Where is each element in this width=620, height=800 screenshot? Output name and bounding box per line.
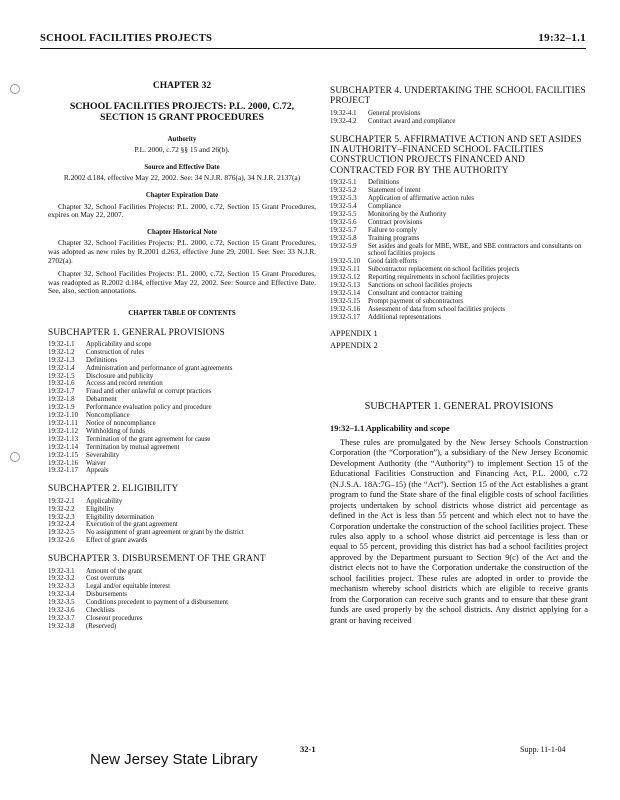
toc-entry-title: Eligibility (86, 505, 114, 513)
toc-entry-title: (Reserved) (86, 622, 117, 630)
toc-entry (330, 227, 588, 235)
toc-entry-number: 19:32-5.5 (330, 210, 357, 218)
toc-entry-title: Effect of grant awards (86, 537, 148, 545)
toc-entry-title: Cost overruns (86, 575, 125, 583)
toc-entry-title: Notice of noncompliance (86, 419, 156, 427)
toc-entry-title: Execution of the grant agreement (86, 521, 178, 529)
appendix-item: APPENDIX 2 (330, 341, 378, 351)
toc-entry-title: Additional representations (368, 313, 441, 321)
toc-entry-title: Waiver (86, 459, 106, 467)
toc-entry-number: 19:32-2.2 (48, 505, 75, 513)
toc-entry-title: Termination of the grant agreement for cause (86, 435, 211, 443)
appendix-item: APPENDIX 1 (330, 328, 378, 338)
expiration-heading: Chapter Expiration Date (145, 191, 219, 199)
toc-entry (48, 380, 316, 388)
toc-entry-title: Withholding of funds (86, 427, 146, 435)
toc-entry-title: Access and record retention (86, 380, 163, 388)
toc-entry (48, 412, 316, 420)
toc-entry (48, 568, 316, 576)
authority-text: P.L. 2000, c.72 §§ 15 and 26(b). (134, 145, 230, 155)
section-paragraph: These rules are promulgated by the New Jersey Schools Construction Corporation (the “Corporation”), a subsidiary of the New Jersey Economic Development Authority (the “Authority”) to implement Section 15 of the Educational Facilities Construction and Financing Act, P.L. 2000, c.72 (N.J.S.A. 18A:7G–15) (the “Act”). Section 15 of the Act establishes a grant program to fund the State share of the final eligible costs of school facilities projects undertaken by school districts whose district aid percentage as defined in the Act is less than 55 percent and which elect not to have the Corporation undertake the construction of the school facilities project. These rules also apply to a school whose district aid percentage is less than or equal to 55 percent, providing this district has had a school facilities project approved by the Department pursuant to Section 9(c) of the Act and the district elects not to have the Corporation undertake the construction of the school facilities project. These rules are adopted in order to provide the mechanism whereby school districts which are eligible to receive grants from the Corporation can receive such grants and to ensure that these grant funds are used properly by the school districts. Any district applying for a grant or having received (330, 437, 588, 625)
toc-subchapter-heading: SUBCHAPTER 2. ELIGIBILITY (48, 484, 179, 495)
toc-entry (330, 266, 588, 274)
toc-entry-number: 19:32-1.8 (48, 396, 75, 404)
toc-right (330, 86, 588, 322)
scan-punch-mark (10, 84, 20, 94)
toc-entry-number: 19:32-5.11 (330, 266, 360, 274)
header-section-number: 19:32–1.1 (538, 32, 586, 44)
toc-entry (330, 306, 588, 314)
toc-entry-number: 19:32-5.4 (330, 202, 357, 210)
toc-entry-number: 19:32-1.6 (48, 380, 75, 388)
toc-entry-number: 19:32-1.4 (48, 364, 75, 372)
toc-entry-title: Training programs (368, 234, 420, 242)
toc-entry (330, 282, 588, 290)
expiration-text: Chapter 32, School Facilities Projects: P.L. 2000, c.72, Section 15 Grant Procedures, expires on May 22, 2007. (48, 201, 316, 220)
source-heading: Source and Effective Date (144, 163, 220, 171)
toc-entry-number: 19:32-2.1 (48, 497, 75, 505)
toc-entry (330, 118, 588, 126)
toc-entry-number: 19:32-2.4 (48, 521, 75, 529)
library-watermark: New Jersey State Library (90, 751, 258, 768)
toc-entry-title: Contract award and compliance (368, 117, 456, 125)
toc-entry-title: Debarment (86, 396, 117, 404)
toc-entry (48, 460, 316, 468)
toc-entry-number: 19:32-5.16 (330, 305, 361, 313)
toc-entry (48, 537, 316, 545)
toc-entry-title: Applicability and scope (86, 340, 152, 348)
toc-entry-title: Administration and performance of grant agreements (86, 364, 233, 372)
toc-entry (48, 583, 316, 591)
toc-entry (330, 211, 588, 219)
appendix-list (330, 330, 588, 351)
toc-entry (48, 521, 316, 529)
header-title: SCHOOL FACILITIES PROJECTS (40, 33, 213, 44)
right-column (330, 77, 588, 626)
toc-entry-number: 19:32-5.1 (330, 179, 357, 187)
toc-entry (48, 623, 316, 631)
toc-entry-title: Compliance (368, 202, 402, 210)
supplement-date: Supp. 11-1-04 (520, 745, 566, 754)
toc-entry (48, 341, 316, 349)
toc-entry-title: Disbursements (86, 591, 127, 599)
toc-entry (48, 575, 316, 583)
toc-entry-title: Definitions (368, 179, 400, 187)
toc-entry (48, 506, 316, 514)
toc-entry-number: 19:32-1.10 (48, 412, 79, 420)
toc-entry-number: 19:32-2.5 (48, 529, 75, 537)
history-text-2: Chapter 32, School Facilities Projects: P.L. 2000, c.72, Section 15 Grant Procedures, was readopted as R.2002 d.184, effective May 22, 2002. See: Source and Effective Date. See, also, section annotations. (48, 269, 316, 296)
toc-entry (48, 396, 316, 404)
toc-entry-title: Contract provisions (368, 218, 423, 226)
toc-entry-title: Failure to comply (368, 226, 417, 234)
history-heading: Chapter Historical Note (147, 228, 217, 236)
toc-entry-number: 19:32-1.1 (48, 340, 75, 348)
toc-entry-number: 19:32-1.14 (48, 443, 79, 451)
toc-entry-number: 19:32-1.3 (48, 356, 75, 364)
toc-entry (48, 420, 316, 428)
toc-entry (48, 599, 316, 607)
toc-entry (330, 274, 588, 282)
history-text-1: Chapter 32, School Facilities Projects: P.L. 2000, c.72, Section 15 Grant Procedures, was adopted as new rules by R.2001 d.263, effective June 29, 2001. See: See: 33 N.J.R. 2702(a). (48, 238, 316, 265)
toc-entry-number: 19:32-5.7 (330, 226, 357, 234)
toc-entry-number: 19:32-5.13 (330, 282, 361, 290)
toc-entry-number: 19:32-1.12 (48, 427, 79, 435)
toc-entry (330, 179, 588, 187)
toc-entry (48, 388, 316, 396)
section-heading: 19:32–1.1 Applicability and scope (330, 424, 450, 434)
toc-entry-title: Reporting requirements in school facilities projects (368, 274, 510, 282)
toc-entry-title: Fraud and other unlawful or corrupt practices (86, 388, 212, 396)
toc-entry-number: 19:32-5.14 (330, 289, 361, 297)
toc-entry-title: No assignment of grant agreement or grant by the district (86, 529, 244, 537)
toc-entry (330, 298, 588, 306)
toc-entry-number: 19:32-5.17 (330, 313, 361, 321)
toc-entry (48, 373, 316, 381)
toc-entry (330, 203, 588, 211)
toc-entry (48, 591, 316, 599)
toc-entry-number: 19:32-5.9 (330, 242, 357, 250)
toc-entry (330, 243, 588, 259)
toc-entry-number: 19:32-3.1 (48, 567, 75, 575)
toc-heading: CHAPTER TABLE OF CONTENTS (128, 309, 236, 317)
toc-entry-number: 19:32-4.2 (330, 117, 357, 125)
toc-entry (330, 314, 588, 322)
toc-entry-title: Termination by mutual agreement (86, 443, 180, 451)
toc-entry-number: 19:32-5.10 (330, 258, 361, 266)
toc-entry-number: 19:32-1.5 (48, 372, 75, 380)
toc-entry-title: Checklists (86, 607, 115, 615)
toc-entry-number: 19:32-4.1 (330, 109, 357, 117)
toc-entry (48, 428, 316, 436)
toc-entry-number: 19:32-2.3 (48, 513, 75, 521)
toc-subchapter-heading: SUBCHAPTER 3. DISBURSEMENT OF THE GRANT (48, 554, 266, 565)
toc-entry-number: 19:32-5.15 (330, 297, 361, 305)
toc-entry (48, 467, 316, 475)
toc-entry-number: 19:32-3.2 (48, 575, 75, 583)
toc-entry-title: Disclosure and publicity (86, 372, 154, 380)
toc-entry-number: 19:32-5.3 (330, 195, 357, 203)
toc-entry-title: Monitoring by the Authority (368, 210, 447, 218)
scan-punch-mark (10, 452, 20, 462)
toc-entry-title: Statement of intent (368, 187, 421, 195)
toc-entry-title: Severability (86, 451, 120, 459)
toc-entry-number: 19:32-5.6 (330, 218, 357, 226)
toc-entry-number: 19:32-1.13 (48, 435, 79, 443)
toc-entry-title: Legal and/or equitable interest (86, 583, 170, 591)
toc-entry-number: 19:32-3.6 (48, 607, 75, 615)
toc-entry-title: Closeout procedures (86, 615, 143, 622)
toc-subchapter-heading: SUBCHAPTER 5. AFFIRMATIVE ACTION AND SET ASIDES IN AUTHORITY–FINANCED SCHOOL FACILITIES CONSTRUCTION PROJECTS FINANCED AND CONTRACTED FOR BY THE AUTHORITY (330, 134, 582, 176)
toc-entry-title: Set asides and goals for MBE, WBE, and SBE contractors and consultants on school facilities projects (368, 242, 582, 258)
toc-entry-title: General provisions (368, 109, 421, 117)
toc-entry (330, 187, 588, 195)
authority-heading: Authority (167, 135, 197, 143)
toc-entry-title: Definitions (86, 356, 118, 364)
toc-entry-title: Applicability (86, 497, 123, 505)
toc-entry-number: 19:32-5.2 (330, 187, 357, 195)
toc-entry-number: 19:32-1.7 (48, 388, 75, 396)
toc-entry (48, 498, 316, 506)
toc-entry (48, 529, 316, 537)
toc-entry-title: Appeals (86, 467, 109, 475)
body-subchapter-heading: SUBCHAPTER 1. GENERAL PROVISIONS (364, 400, 554, 412)
toc-entry-title: Construction of rules (86, 348, 145, 356)
toc-entry-number: 19:32-2.6 (48, 537, 75, 545)
toc-entry (48, 349, 316, 357)
chapter-label: CHAPTER 32 (152, 81, 212, 91)
running-header (40, 30, 586, 49)
toc-entry-number: 19:32-1.17 (48, 467, 79, 475)
toc-entry-number: 19:32-3.7 (48, 615, 75, 622)
toc-entry (330, 235, 588, 243)
toc-entry-title: Amount of the grant (86, 567, 143, 575)
toc-entry-number: 19:32-3.3 (48, 583, 75, 591)
toc-entry-number: 19:32-1.11 (48, 419, 78, 427)
toc-entry-title: Performance evaluation policy and procedure (86, 404, 212, 412)
toc-entry-number: 19:32-1.2 (48, 348, 75, 356)
toc-entry (330, 258, 588, 266)
toc-entry (48, 357, 316, 365)
toc-entry (48, 365, 316, 373)
toc-entry (48, 615, 316, 623)
toc-entry (330, 219, 588, 227)
toc-entry-title: Noncompliance (86, 412, 130, 420)
source-text: R.2002 d.184, effective May 22, 2002. See: 34 N.J.R. 876(a), 34 N.J.R. 2137(a) (63, 173, 301, 183)
toc-subchapter-heading: SUBCHAPTER 1. GENERAL PROVISIONS (48, 327, 225, 338)
toc-entry (330, 290, 588, 298)
toc-entry-number: 19:32-1.16 (48, 459, 79, 467)
chapter-title: SCHOOL FACILITIES PROJECTS: P.L. 2000, C.72, SECTION 15 GRANT PROCEDURES (69, 100, 295, 124)
toc-entry-number: 19:32-3.4 (48, 591, 75, 599)
toc-entry-number: 19:32-5.12 (330, 274, 361, 282)
page-number: 32-1 (300, 744, 316, 754)
toc-entry-title: Assessment of data from school facilities projects (368, 305, 506, 313)
toc-entry-title: Prompt payment of subcontractors (368, 297, 464, 305)
toc-left (48, 328, 316, 631)
toc-entry (48, 452, 316, 460)
toc-subchapter-heading: SUBCHAPTER 4. UNDERTAKING THE SCHOOL FACILITIES PROJECT (330, 86, 586, 107)
toc-entry-number: 19:32-3.5 (48, 599, 75, 607)
toc-entry (48, 436, 316, 444)
toc-entry (330, 195, 588, 203)
toc-entry-number: 19:32-1.9 (48, 404, 75, 412)
toc-entry-title: Eligibility determination (86, 513, 154, 521)
toc-entry-title: Subcontractor replacement on school facilities projects (368, 266, 520, 274)
toc-entry (330, 110, 588, 118)
toc-entry-title: Sanctions on school facilities projects (368, 282, 473, 290)
toc-entry (48, 444, 316, 452)
toc-entry-number: 19:32-5.8 (330, 234, 357, 242)
toc-entry (48, 607, 316, 615)
toc-entry (48, 514, 316, 522)
toc-entry-title: Application of affirmative action rules (368, 195, 474, 203)
toc-entry-title: Consultant and contractor training (368, 289, 463, 297)
toc-entry-number: 19:32-1.15 (48, 451, 79, 459)
toc-entry-title: Good faith efforts (368, 258, 418, 266)
left-column (48, 68, 316, 631)
toc-entry-number: 19:32-3.8 (48, 622, 75, 630)
toc-entry-title: Conditions precedent to payment of a disbursement (86, 599, 228, 607)
toc-entry (48, 404, 316, 412)
